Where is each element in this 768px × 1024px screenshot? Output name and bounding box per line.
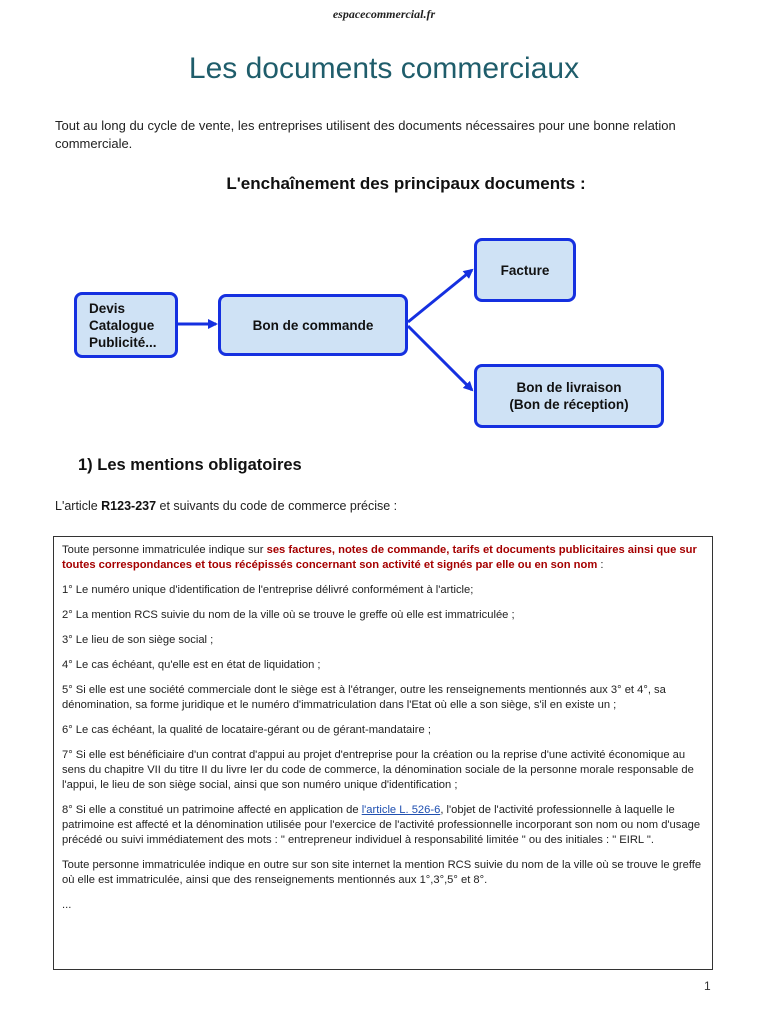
article-reference: R123-237 xyxy=(101,499,157,513)
documents-flow-diagram xyxy=(60,230,680,440)
section-number: 1) xyxy=(78,456,93,474)
intro-paragraph: Tout au long du cycle de vente, les entreprises utilisent des documents nécessaires pour une bonne relation commerciale. xyxy=(55,118,676,151)
diagram-heading: L'enchaînement des principaux documents : xyxy=(226,174,586,193)
list-item: 2° La mention RCS suivie du nom de la ville où se trouve le greffe où elle est immatriculée ; xyxy=(62,609,515,621)
box-intro-start: Toute personne immatriculée indique sur xyxy=(62,544,267,556)
list-item: 3° Le lieu de son siège social ; xyxy=(62,634,214,646)
list-item: 6° Le cas échéant, la qualité de locataire-gérant ou de gérant-mandataire ; xyxy=(62,724,431,736)
box-intro-end: : xyxy=(597,559,604,571)
list-item: 1° Le numéro unique d'identification de l'entreprise délivré conformément à l'article; xyxy=(62,584,474,596)
node-devis-label: Devis Catalogue Publicité... xyxy=(89,300,157,350)
node-bon-de-livraison xyxy=(474,364,664,428)
node-bon-de-commande xyxy=(218,294,408,356)
internet-paragraph: Toute personne immatriculée indique en outre sur son site internet la mention RCS suivie du nom de la ville où se trouve le greffe où elle est immatriculée, ainsi que des renseignements mentionnés aux 1°,3°,5° et 8°. xyxy=(62,859,702,886)
box-intro-highlight: ses factures, notes de commande, tarifs et documents publicitaires ainsi que sur toutes correspondances et tous récépissés concernant son activité et signés par elle ou en son nom xyxy=(62,544,697,571)
article-suffix: et suivants du code de commerce précise : xyxy=(156,499,398,513)
node-devis xyxy=(74,292,178,358)
list-item: 7° Si elle est bénéficiaire d'un contrat d'appui au projet d'entreprise pour la création ou la reprise d'une activité économique au sens du chapitre VII du titre II du livre Ier du code de commerce, la dénomination sociale de la personne morale responsable de l'appui, le lieu de son siège social, ainsi que son numéro unique d'identification ; xyxy=(62,749,694,791)
page-title: Les documents commerciaux xyxy=(188,52,580,85)
list-item: 4° Le cas échéant, qu'elle est en état de liquidation ; xyxy=(62,659,321,671)
page-number: 1 xyxy=(704,979,711,993)
article-intro xyxy=(55,499,397,513)
list-item-8 xyxy=(62,803,704,848)
node-livraison-label: Bon de livraison (Bon de réception) xyxy=(509,380,629,412)
box-intro xyxy=(62,543,704,573)
ellipsis: ... xyxy=(62,899,72,911)
article-prefix: L'article xyxy=(55,499,102,513)
legal-text-box xyxy=(53,536,713,970)
item8-end: , l'objet de l'activité professionnelle à laquelle le patrimoine est affecté et la dénomination utilisée pour l'exercice de l'activité professionnelle incorporant son nom ou nom d'usage précédé ou suivi immédiatement des mots : " entrepreneur individuel à responsabilité limitée " ou des initiales : " EIRL ". xyxy=(62,804,701,846)
arrow-commande-to-facture xyxy=(408,270,472,322)
node-facture xyxy=(474,238,576,302)
item8-start: 8° Si elle a constitué un patrimoine affecté en application de xyxy=(62,804,362,816)
arrow-commande-to-livraison xyxy=(408,326,472,390)
list-item: 5° Si elle est une société commerciale dont le siège est à l'étranger, outre les renseignements mentionnés aux 3° et 4°, sa dénomination, sa forme juridique et le numéro d'immatriculation dans l'Etat où elle a son siège, s'il en existe un ; xyxy=(62,684,666,711)
node-commande-label: Bon de commande xyxy=(252,317,374,333)
site-header: espacecommercial.fr xyxy=(332,7,436,21)
section-heading xyxy=(78,456,302,475)
node-facture-label: Facture xyxy=(500,262,550,278)
section-title: Les mentions obligatoires xyxy=(97,456,302,474)
article-l526-6-link[interactable]: l'article L. 526-6 xyxy=(361,804,441,816)
